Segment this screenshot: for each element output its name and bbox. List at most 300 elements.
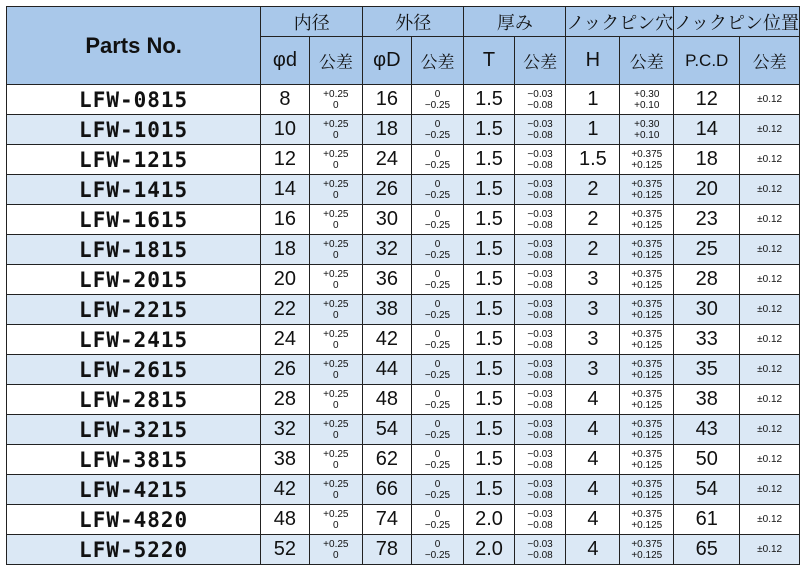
- table-row: [7, 85, 800, 115]
- knock-pin-hole-header: ノックピン穴: [566, 7, 674, 37]
- table-row: [7, 145, 800, 175]
- thickness-tolerance-upper: −0.03: [527, 508, 553, 520]
- pin-hole-value: 4: [566, 385, 620, 415]
- thickness-tolerance: [514, 205, 566, 235]
- pin-hole-value: 2: [566, 205, 620, 235]
- thickness-tolerance-lower: −0.08: [527, 339, 553, 351]
- pin-hole-tolerance: [620, 205, 674, 235]
- thickness-tolerance-lower: −0.08: [527, 399, 553, 411]
- part-number: LFW-4820: [7, 505, 261, 535]
- thickness-value: 1.5: [464, 265, 514, 295]
- pin-hole-value: 1: [566, 85, 620, 115]
- thickness-tolerance-upper: −0.03: [527, 538, 553, 550]
- table-row: [7, 235, 800, 265]
- outer-diameter-tolerance: [411, 505, 464, 535]
- thickness-tolerance-lower: −0.08: [527, 519, 553, 531]
- inner-diameter-tolerance-lower: 0: [333, 279, 339, 291]
- pin-hole-tolerance: [620, 265, 674, 295]
- inner-diameter-tolerance-upper: +0.25: [323, 118, 349, 130]
- inner-diameter-tolerance: [309, 205, 363, 235]
- pcd-tolerance: ±0.12: [740, 235, 800, 265]
- outer-diameter-tolerance-lower: −0.25: [424, 159, 451, 171]
- table-row: [7, 175, 800, 205]
- inner-diameter-value: 52: [261, 535, 309, 565]
- thickness-value: 1.5: [464, 205, 514, 235]
- inner-diameter-value: 22: [261, 295, 309, 325]
- pin-hole-value: 4: [566, 475, 620, 505]
- pin-hole-value: 3: [566, 265, 620, 295]
- outer-diameter-tolerance-upper: 0: [434, 538, 441, 550]
- inner-diameter-tolerance-upper: +0.25: [323, 508, 349, 520]
- inner-diameter-tolerance-lower: 0: [333, 249, 339, 261]
- outer-diameter-tolerance-lower: −0.25: [424, 429, 451, 441]
- pcd-value: 14: [674, 115, 740, 145]
- outer-diameter-tolerance-lower: −0.25: [424, 249, 451, 261]
- outer-diameter-tolerance: [411, 325, 464, 355]
- outer-diameter-tolerance: [411, 385, 464, 415]
- pin-hole-tolerance: [620, 355, 674, 385]
- thickness-tolerance: [514, 355, 566, 385]
- inner-diameter-tolerance: [309, 145, 363, 175]
- thickness-tolerance-upper: −0.03: [527, 178, 553, 190]
- thickness-tolerance-lower: −0.08: [527, 159, 553, 171]
- table-row: [7, 415, 800, 445]
- pin-hole-tolerance-lower: +0.125: [631, 189, 663, 201]
- part-number: LFW-3815: [7, 445, 261, 475]
- pin-hole-tolerance: [620, 115, 674, 145]
- inner-diameter-tolerance: [309, 235, 363, 265]
- table-row: [7, 325, 800, 355]
- pin-hole-tolerance-upper: +0.375: [631, 388, 663, 400]
- pin-hole-value: 2: [566, 175, 620, 205]
- outer-diameter-tolerance-lower: −0.25: [424, 399, 451, 411]
- inner-diameter-tolerance-upper: +0.25: [323, 448, 349, 460]
- thickness-tolerance: [514, 505, 566, 535]
- thickness-value: 1.5: [464, 385, 514, 415]
- thickness-tolerance: [514, 415, 566, 445]
- sub-header-H-tol: 公差: [620, 37, 674, 85]
- pcd-value: 18: [674, 145, 740, 175]
- pin-hole-tolerance-upper: +0.30: [634, 88, 660, 100]
- outer-diameter-tolerance: [411, 235, 464, 265]
- pcd-value: 33: [674, 325, 740, 355]
- inner-diameter-tolerance-lower: 0: [333, 519, 339, 531]
- thickness-tolerance-lower: −0.08: [527, 489, 553, 501]
- inner-diameter-tolerance-lower: 0: [333, 459, 339, 471]
- thickness-tolerance-upper: −0.03: [527, 238, 553, 250]
- inner-diameter-tolerance-upper: +0.25: [323, 88, 349, 100]
- sub-header-d: φd: [261, 37, 309, 85]
- thickness-tolerance-lower: −0.08: [527, 99, 553, 111]
- pin-hole-tolerance-upper: +0.375: [631, 268, 663, 280]
- thickness-tolerance-lower: −0.08: [527, 129, 553, 141]
- thickness-tolerance-upper: −0.03: [527, 208, 553, 220]
- pin-hole-tolerance: [620, 235, 674, 265]
- pcd-value: 35: [674, 355, 740, 385]
- inner-diameter-value: 18: [261, 235, 309, 265]
- inner-diameter-tolerance-upper: +0.25: [323, 208, 349, 220]
- thickness-tolerance: [514, 115, 566, 145]
- outer-diameter-tolerance: [411, 175, 464, 205]
- inner-diameter-tolerance: [309, 175, 363, 205]
- outer-diameter-tolerance-lower: −0.25: [424, 279, 451, 291]
- outer-diameter-tolerance-upper: 0: [434, 358, 441, 370]
- thickness-tolerance: [514, 535, 566, 565]
- pin-hole-value: 4: [566, 535, 620, 565]
- table-row: [7, 445, 800, 475]
- pin-hole-tolerance-upper: +0.375: [631, 478, 663, 490]
- inner-diameter-tolerance-lower: 0: [333, 369, 339, 381]
- spec-table-container: [6, 6, 800, 565]
- inner-diameter-value: 24: [261, 325, 309, 355]
- part-number: LFW-2815: [7, 385, 261, 415]
- outer-diameter-tolerance: [411, 475, 464, 505]
- part-number: LFW-5220: [7, 535, 261, 565]
- outer-diameter-value: 54: [363, 415, 412, 445]
- inner-diameter-tolerance: [309, 535, 363, 565]
- inner-diameter-tolerance: [309, 115, 363, 145]
- pin-hole-tolerance-lower: +0.125: [631, 549, 663, 561]
- outer-diameter-tolerance-upper: 0: [434, 148, 441, 160]
- outer-diameter-tolerance-lower: −0.25: [424, 219, 451, 231]
- outer-diameter-tolerance-lower: −0.25: [424, 369, 451, 381]
- pin-hole-tolerance-upper: +0.375: [631, 178, 663, 190]
- outer-diameter-tolerance: [411, 145, 464, 175]
- thickness-value: 1.5: [464, 295, 514, 325]
- inner-diameter-tolerance-upper: +0.25: [323, 238, 349, 250]
- outer-diameter-tolerance-lower: −0.25: [424, 549, 451, 561]
- pin-hole-tolerance-lower: +0.125: [631, 489, 663, 501]
- pcd-value: 20: [674, 175, 740, 205]
- pin-hole-tolerance: [620, 535, 674, 565]
- thickness-value: 1.5: [464, 175, 514, 205]
- pin-hole-tolerance-upper: +0.30: [634, 118, 660, 130]
- outer-diameter-value: 32: [363, 235, 412, 265]
- outer-diameter-tolerance-upper: 0: [434, 178, 441, 190]
- thickness-tolerance: [514, 325, 566, 355]
- sub-header-pcd-tol: 公差: [740, 37, 800, 85]
- inner-diameter-tolerance: [309, 325, 363, 355]
- thickness-tolerance: [514, 475, 566, 505]
- pin-hole-tolerance-lower: +0.125: [631, 219, 663, 231]
- pcd-value: 25: [674, 235, 740, 265]
- outer-diameter-tolerance: [411, 535, 464, 565]
- parts-no-header: Parts No.: [7, 7, 261, 85]
- sub-header-H: H: [566, 37, 620, 85]
- sub-header-T-tol: 公差: [514, 37, 566, 85]
- thickness-value: 1.5: [464, 85, 514, 115]
- thickness-value: 1.5: [464, 355, 514, 385]
- inner-diameter-tolerance: [309, 385, 363, 415]
- thickness-tolerance-upper: −0.03: [527, 388, 553, 400]
- inner-diameter-value: 20: [261, 265, 309, 295]
- part-number: LFW-1215: [7, 145, 261, 175]
- thickness-tolerance: [514, 145, 566, 175]
- outer-diameter-value: 18: [363, 115, 412, 145]
- table-row: [7, 265, 800, 295]
- outer-diameter-tolerance: [411, 355, 464, 385]
- inner-diameter-tolerance-upper: +0.25: [323, 178, 349, 190]
- pcd-tolerance: ±0.12: [740, 475, 800, 505]
- thickness-tolerance-upper: −0.03: [527, 268, 553, 280]
- inner-diameter-value: 12: [261, 145, 309, 175]
- pin-hole-tolerance: [620, 145, 674, 175]
- outer-diameter-tolerance: [411, 295, 464, 325]
- pin-hole-tolerance-lower: +0.125: [631, 429, 663, 441]
- thickness-tolerance-lower: −0.08: [527, 189, 553, 201]
- outer-diameter-tolerance: [411, 445, 464, 475]
- outer-diameter-tolerance-upper: 0: [434, 298, 441, 310]
- inner-diameter-tolerance-lower: 0: [333, 129, 339, 141]
- pin-hole-tolerance: [620, 415, 674, 445]
- pin-hole-tolerance-upper: +0.375: [631, 148, 663, 160]
- pin-hole-tolerance-lower: +0.125: [631, 279, 663, 291]
- inner-diameter-tolerance: [309, 445, 363, 475]
- pin-hole-tolerance-lower: +0.10: [634, 99, 660, 111]
- thickness-value: 1.5: [464, 145, 514, 175]
- pcd-tolerance: ±0.12: [740, 115, 800, 145]
- pin-hole-value: 4: [566, 445, 620, 475]
- inner-diameter-value: 28: [261, 385, 309, 415]
- spec-table-body: [7, 85, 800, 565]
- inner-diameter-value: 14: [261, 175, 309, 205]
- outer-diameter-value: 74: [363, 505, 412, 535]
- pcd-tolerance: ±0.12: [740, 265, 800, 295]
- pcd-value: 23: [674, 205, 740, 235]
- pin-hole-value: 4: [566, 415, 620, 445]
- pcd-value: 54: [674, 475, 740, 505]
- inner-diameter-value: 32: [261, 415, 309, 445]
- thickness-value: 2.0: [464, 535, 514, 565]
- pin-hole-tolerance: [620, 445, 674, 475]
- pcd-value: 65: [674, 535, 740, 565]
- part-number: LFW-3215: [7, 415, 261, 445]
- outer-diameter-value: 48: [363, 385, 412, 415]
- inner-diameter-tolerance-lower: 0: [333, 309, 339, 321]
- inner-diameter-value: 16: [261, 205, 309, 235]
- pcd-value: 30: [674, 295, 740, 325]
- pcd-value: 61: [674, 505, 740, 535]
- pin-hole-tolerance: [620, 385, 674, 415]
- inner-diameter-tolerance: [309, 505, 363, 535]
- sub-header-D-tol: 公差: [411, 37, 464, 85]
- inner-diameter-tolerance-lower: 0: [333, 339, 339, 351]
- sub-header-d-tol: 公差: [309, 37, 363, 85]
- pin-hole-value: 3: [566, 355, 620, 385]
- outer-diameter-tolerance: [411, 205, 464, 235]
- thickness-tolerance-upper: −0.03: [527, 328, 553, 340]
- inner-diameter-tolerance-upper: +0.25: [323, 538, 349, 550]
- thickness-value: 1.5: [464, 415, 514, 445]
- pcd-tolerance: ±0.12: [740, 295, 800, 325]
- pcd-tolerance: ±0.12: [740, 85, 800, 115]
- thickness-tolerance: [514, 85, 566, 115]
- part-number: LFW-2215: [7, 295, 261, 325]
- outer-diameter-tolerance-lower: −0.25: [424, 99, 451, 111]
- thickness-tolerance-upper: −0.03: [527, 478, 553, 490]
- pin-hole-tolerance: [620, 85, 674, 115]
- outer-diameter-value: 78: [363, 535, 412, 565]
- inner-diameter-tolerance-lower: 0: [333, 219, 339, 231]
- outer-diameter-value: 62: [363, 445, 412, 475]
- outer-diameter-value: 26: [363, 175, 412, 205]
- outer-diameter-value: 36: [363, 265, 412, 295]
- pcd-tolerance: ±0.12: [740, 535, 800, 565]
- pin-hole-tolerance-lower: +0.125: [631, 519, 663, 531]
- outer-diameter-tolerance-upper: 0: [434, 88, 441, 100]
- outer-diameter-value: 16: [363, 85, 412, 115]
- thickness-tolerance: [514, 385, 566, 415]
- thickness-value: 1.5: [464, 235, 514, 265]
- inner-diameter-tolerance: [309, 265, 363, 295]
- part-number: LFW-4215: [7, 475, 261, 505]
- outer-diameter-value: 42: [363, 325, 412, 355]
- thickness-tolerance-upper: −0.03: [527, 88, 553, 100]
- pin-hole-tolerance-upper: +0.375: [631, 538, 663, 550]
- part-number: LFW-0815: [7, 85, 261, 115]
- part-number: LFW-2015: [7, 265, 261, 295]
- pcd-tolerance: ±0.12: [740, 505, 800, 535]
- pin-hole-tolerance-upper: +0.375: [631, 208, 663, 220]
- outer-diameter-tolerance-upper: 0: [434, 478, 441, 490]
- part-number: LFW-2615: [7, 355, 261, 385]
- inner-diameter-value: 10: [261, 115, 309, 145]
- sub-header-pcd: P.C.D: [674, 37, 740, 85]
- outer-diameter-tolerance: [411, 265, 464, 295]
- inner-diameter-header: 内径: [261, 7, 363, 37]
- pin-hole-tolerance-lower: +0.10: [634, 129, 660, 141]
- thickness-tolerance-lower: −0.08: [527, 429, 553, 441]
- pin-hole-tolerance-lower: +0.125: [631, 309, 663, 321]
- inner-diameter-tolerance-upper: +0.25: [323, 388, 349, 400]
- outer-diameter-tolerance-upper: 0: [434, 448, 441, 460]
- spec-table: [6, 6, 800, 565]
- thickness-tolerance-lower: −0.08: [527, 249, 553, 261]
- outer-diameter-tolerance-lower: −0.25: [424, 489, 451, 501]
- outer-diameter-tolerance: [411, 415, 464, 445]
- thickness-tolerance-upper: −0.03: [527, 118, 553, 130]
- outer-diameter-header: 外径: [363, 7, 464, 37]
- thickness-tolerance: [514, 235, 566, 265]
- outer-diameter-tolerance-upper: 0: [434, 418, 441, 430]
- pin-hole-tolerance: [620, 505, 674, 535]
- thickness-tolerance-upper: −0.03: [527, 448, 553, 460]
- thickness-tolerance: [514, 295, 566, 325]
- inner-diameter-value: 8: [261, 85, 309, 115]
- pcd-value: 28: [674, 265, 740, 295]
- pcd-value: 12: [674, 85, 740, 115]
- inner-diameter-tolerance: [309, 355, 363, 385]
- inner-diameter-tolerance-upper: +0.25: [323, 298, 349, 310]
- part-number: LFW-1415: [7, 175, 261, 205]
- part-number: LFW-2415: [7, 325, 261, 355]
- thickness-tolerance-lower: −0.08: [527, 219, 553, 231]
- outer-diameter-tolerance-upper: 0: [434, 388, 441, 400]
- pin-hole-value: 3: [566, 325, 620, 355]
- inner-diameter-tolerance-upper: +0.25: [323, 148, 349, 160]
- part-number: LFW-1015: [7, 115, 261, 145]
- pin-hole-tolerance-lower: +0.125: [631, 159, 663, 171]
- header-group-row: [7, 7, 800, 37]
- inner-diameter-tolerance-lower: 0: [333, 549, 339, 561]
- inner-diameter-tolerance-lower: 0: [333, 189, 339, 201]
- pcd-tolerance: ±0.12: [740, 415, 800, 445]
- outer-diameter-tolerance-upper: 0: [434, 328, 441, 340]
- pin-hole-tolerance-lower: +0.125: [631, 249, 663, 261]
- table-row: [7, 385, 800, 415]
- pin-hole-tolerance-upper: +0.375: [631, 418, 663, 430]
- thickness-value: 1.5: [464, 475, 514, 505]
- table-row: [7, 475, 800, 505]
- outer-diameter-value: 66: [363, 475, 412, 505]
- pcd-tolerance: ±0.12: [740, 355, 800, 385]
- thickness-value: 1.5: [464, 115, 514, 145]
- pcd-tolerance: ±0.12: [740, 145, 800, 175]
- pcd-tolerance: ±0.12: [740, 205, 800, 235]
- thickness-tolerance-upper: −0.03: [527, 358, 553, 370]
- pcd-tolerance: ±0.12: [740, 385, 800, 415]
- part-number: LFW-1615: [7, 205, 261, 235]
- pin-hole-value: 1: [566, 115, 620, 145]
- table-row: [7, 295, 800, 325]
- outer-diameter-tolerance-upper: 0: [434, 118, 441, 130]
- outer-diameter-value: 44: [363, 355, 412, 385]
- thickness-tolerance: [514, 175, 566, 205]
- thickness-header: 厚み: [464, 7, 566, 37]
- inner-diameter-tolerance-lower: 0: [333, 159, 339, 171]
- thickness-value: 2.0: [464, 505, 514, 535]
- pin-hole-tolerance-upper: +0.375: [631, 508, 663, 520]
- outer-diameter-tolerance-lower: −0.25: [424, 309, 451, 321]
- outer-diameter-tolerance: [411, 115, 464, 145]
- inner-diameter-tolerance-lower: 0: [333, 399, 339, 411]
- inner-diameter-tolerance: [309, 415, 363, 445]
- outer-diameter-tolerance-upper: 0: [434, 238, 441, 250]
- pin-hole-tolerance-upper: +0.375: [631, 358, 663, 370]
- inner-diameter-tolerance-lower: 0: [333, 489, 339, 501]
- inner-diameter-tolerance-upper: +0.25: [323, 478, 349, 490]
- outer-diameter-tolerance-lower: −0.25: [424, 519, 451, 531]
- table-row: [7, 205, 800, 235]
- inner-diameter-tolerance: [309, 295, 363, 325]
- thickness-tolerance-lower: −0.08: [527, 459, 553, 471]
- inner-diameter-tolerance-upper: +0.25: [323, 418, 349, 430]
- pin-hole-tolerance-upper: +0.375: [631, 328, 663, 340]
- outer-diameter-tolerance-upper: 0: [434, 508, 441, 520]
- thickness-tolerance-upper: −0.03: [527, 298, 553, 310]
- inner-diameter-tolerance-upper: +0.25: [323, 328, 349, 340]
- thickness-tolerance: [514, 445, 566, 475]
- pcd-value: 50: [674, 445, 740, 475]
- outer-diameter-tolerance-lower: −0.25: [424, 189, 451, 201]
- pin-hole-tolerance: [620, 175, 674, 205]
- pin-hole-tolerance-upper: +0.375: [631, 448, 663, 460]
- thickness-tolerance-upper: −0.03: [527, 148, 553, 160]
- pin-hole-value: 4: [566, 505, 620, 535]
- outer-diameter-tolerance-upper: 0: [434, 208, 441, 220]
- pin-hole-value: 3: [566, 295, 620, 325]
- sub-header-D: φD: [363, 37, 412, 85]
- pin-hole-tolerance: [620, 295, 674, 325]
- thickness-value: 1.5: [464, 445, 514, 475]
- pin-hole-tolerance-lower: +0.125: [631, 369, 663, 381]
- inner-diameter-value: 26: [261, 355, 309, 385]
- inner-diameter-value: 42: [261, 475, 309, 505]
- outer-diameter-tolerance-lower: −0.25: [424, 459, 451, 471]
- inner-diameter-value: 38: [261, 445, 309, 475]
- pin-hole-tolerance: [620, 325, 674, 355]
- sub-header-T: T: [464, 37, 514, 85]
